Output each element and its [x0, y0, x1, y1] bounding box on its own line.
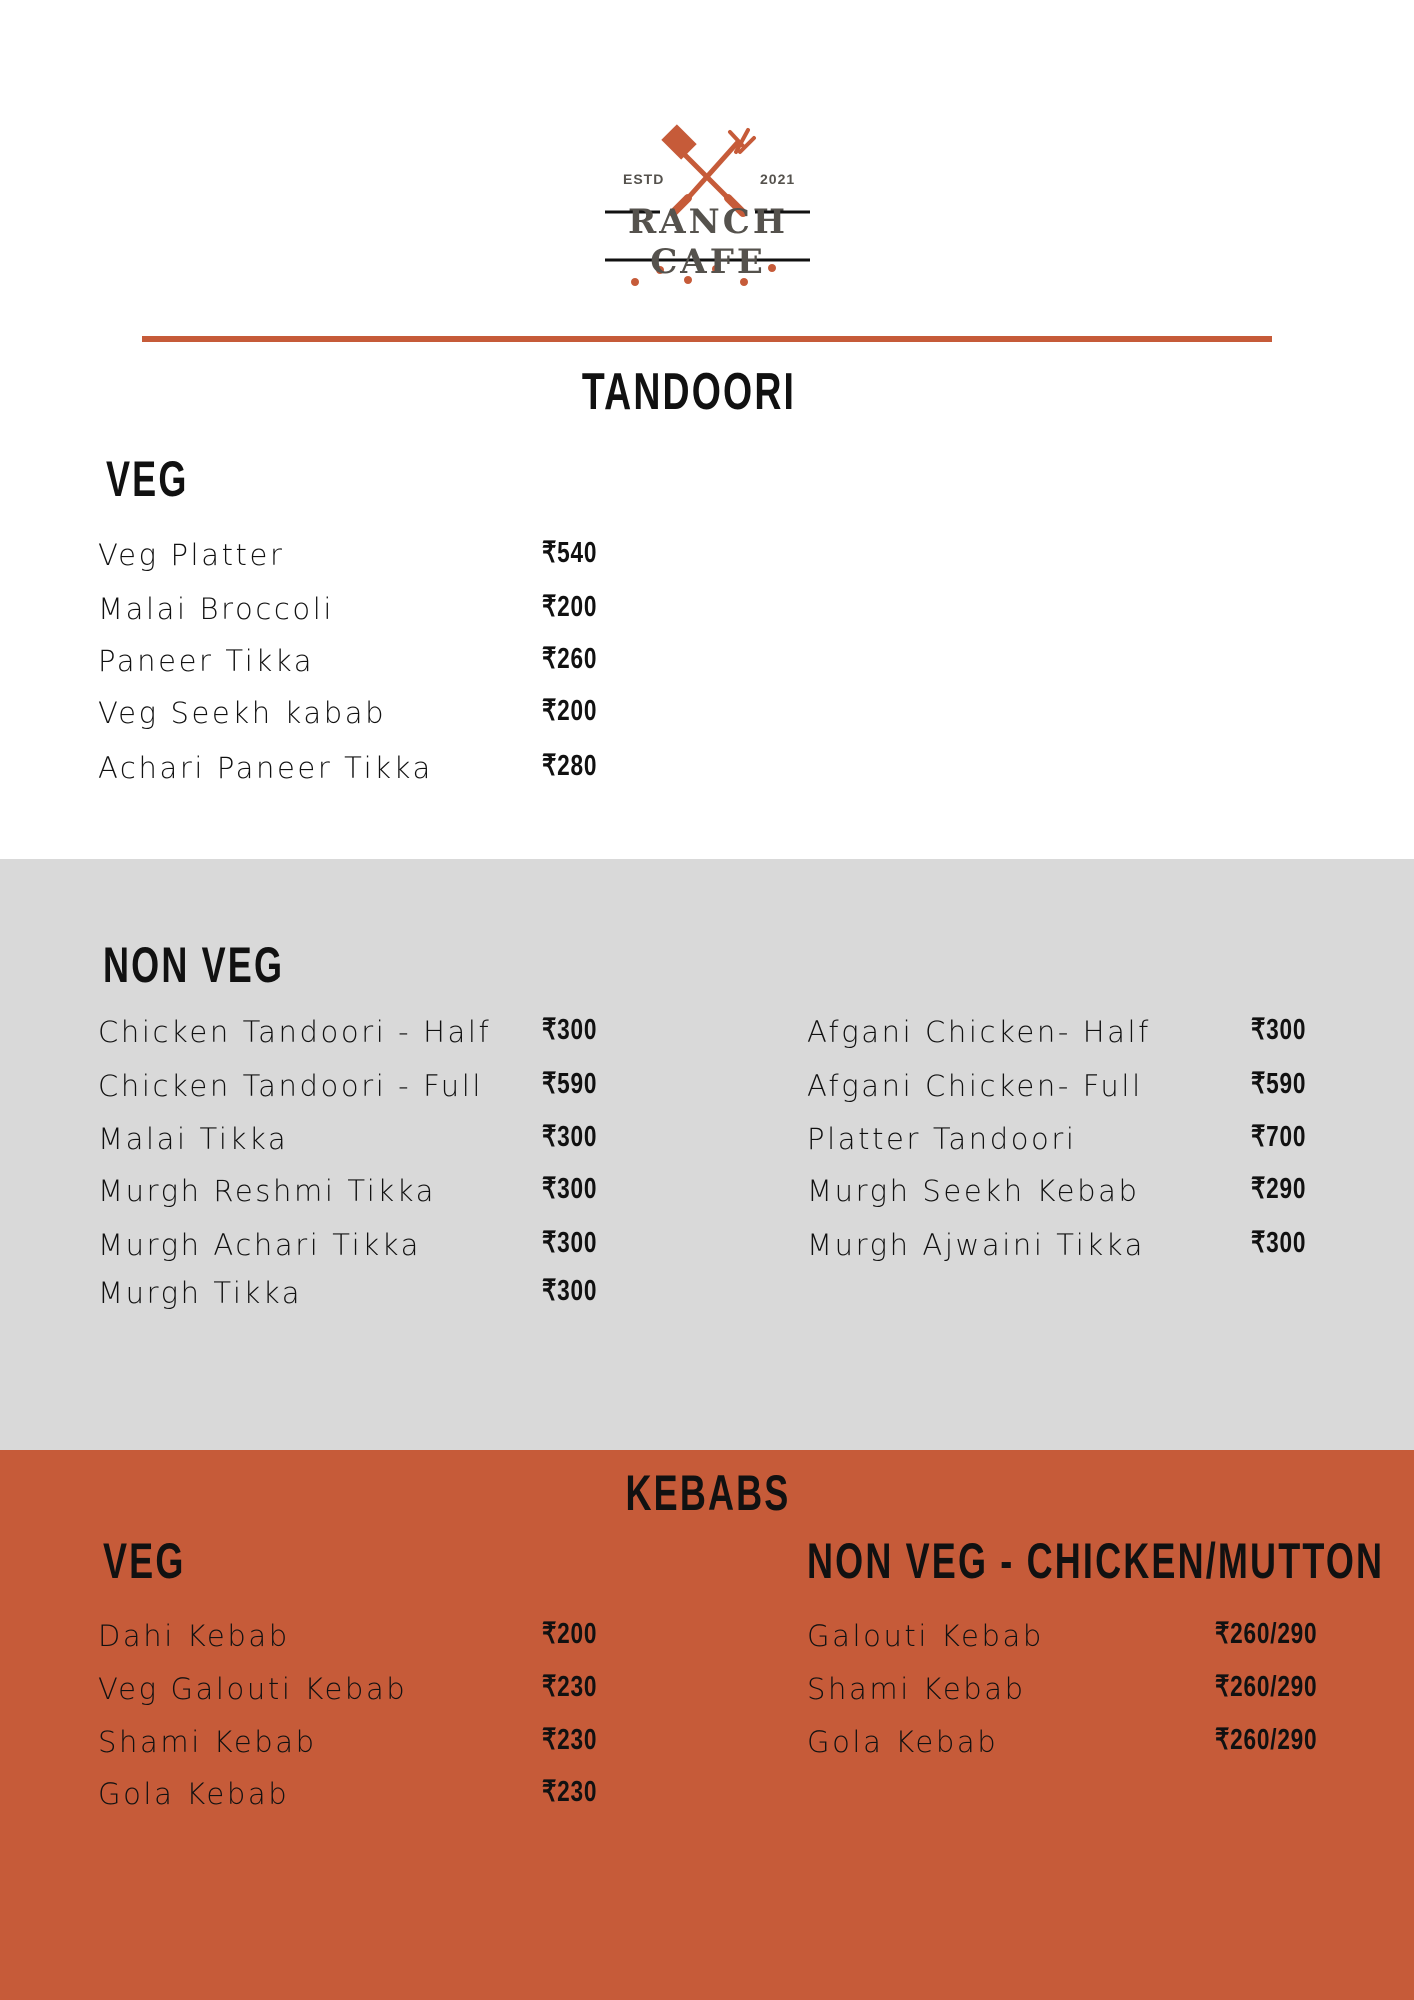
menu-item-name: Platter Tandoori — [807, 1122, 1077, 1156]
menu-item-price: ₹230 — [542, 1776, 598, 1808]
menu-item-name: Veg Seekh kabab — [98, 696, 387, 730]
menu-item-name: Galouti Kebab — [807, 1619, 1044, 1653]
menu-item-price: ₹590 — [542, 1068, 598, 1100]
menu-item-price: ₹300 — [542, 1121, 598, 1153]
menu-item-price: ₹700 — [1251, 1121, 1307, 1153]
menu-item-name: Shami Kebab — [98, 1725, 317, 1759]
menu-item-price: ₹200 — [542, 1618, 598, 1650]
logo-year: 2021 — [760, 171, 796, 187]
menu-item-name: Murgh Ajwaini Tikka — [807, 1228, 1146, 1262]
menu-item-price: ₹200 — [542, 695, 598, 727]
logo-name: RANCH CAFE — [628, 202, 788, 282]
menu-item-price: ₹260/290 — [1215, 1618, 1318, 1650]
menu-item-name: Afgani Chicken- Half — [807, 1015, 1151, 1049]
logo — [578, 122, 838, 292]
menu-item-name: Malai Broccoli — [98, 592, 335, 626]
menu-item-name: Chicken Tandoori - Full — [98, 1069, 484, 1103]
menu-item-name: Dahi Kebab — [98, 1619, 290, 1653]
menu-item-name: Murgh Reshmi Tikka — [98, 1174, 437, 1208]
menu-item-name: Murgh Achari Tikka — [98, 1228, 421, 1262]
menu-item-name: Veg Galouti Kebab — [98, 1672, 408, 1706]
menu-item-price: ₹260 — [542, 643, 598, 675]
menu-item-price: ₹200 — [542, 591, 598, 623]
menu-item-name: Gola Kebab — [807, 1725, 999, 1759]
menu-item-name: Murgh Seekh Kebab — [807, 1174, 1140, 1208]
menu-item-price: ₹590 — [1251, 1068, 1307, 1100]
tandoori-veg-heading: VEG — [106, 451, 189, 507]
tandoori-nonveg-heading: NON VEG — [103, 937, 285, 993]
menu-item-price: ₹300 — [542, 1014, 598, 1046]
menu-item-price: ₹260/290 — [1215, 1724, 1318, 1756]
menu-item-price: ₹230 — [542, 1724, 598, 1756]
menu-item-price: ₹290 — [1251, 1173, 1307, 1205]
menu-item-price: ₹300 — [1251, 1227, 1307, 1259]
logo-estd: ESTD — [623, 171, 665, 187]
menu-item-name: Chicken Tandoori - Half — [98, 1015, 492, 1049]
menu-item-price: ₹540 — [542, 537, 598, 569]
menu-item-price: ₹300 — [1251, 1014, 1307, 1046]
menu-item-name: Murgh Tikka — [98, 1276, 303, 1310]
menu-item-price: ₹300 — [542, 1275, 598, 1307]
menu-item-name: Paneer Tikka — [98, 644, 315, 678]
kebabs-nonveg-heading: NON VEG - CHICKEN/MUTTON — [807, 1533, 1385, 1589]
menu-item-price: ₹300 — [542, 1173, 598, 1205]
menu-item-price: ₹230 — [542, 1671, 598, 1703]
menu-item-name: Achari Paneer Tikka — [98, 751, 433, 785]
menu-item-price: ₹280 — [542, 750, 598, 782]
menu-item-name: Malai Tikka — [98, 1122, 289, 1156]
menu-item-name: Afgani Chicken- Full — [807, 1069, 1143, 1103]
kebabs-veg-heading: VEG — [103, 1533, 186, 1589]
divider — [142, 336, 1272, 342]
menu-item-name: Gola Kebab — [98, 1777, 290, 1811]
tandoori-title: TANDOORI — [581, 363, 797, 421]
menu-item-price: ₹260/290 — [1215, 1671, 1318, 1703]
menu-item-price: ₹300 — [542, 1227, 598, 1259]
menu-item-name: Shami Kebab — [807, 1672, 1026, 1706]
kebabs-title: KEBABS — [625, 1465, 791, 1521]
menu-item-name: Veg Platter — [98, 538, 285, 572]
